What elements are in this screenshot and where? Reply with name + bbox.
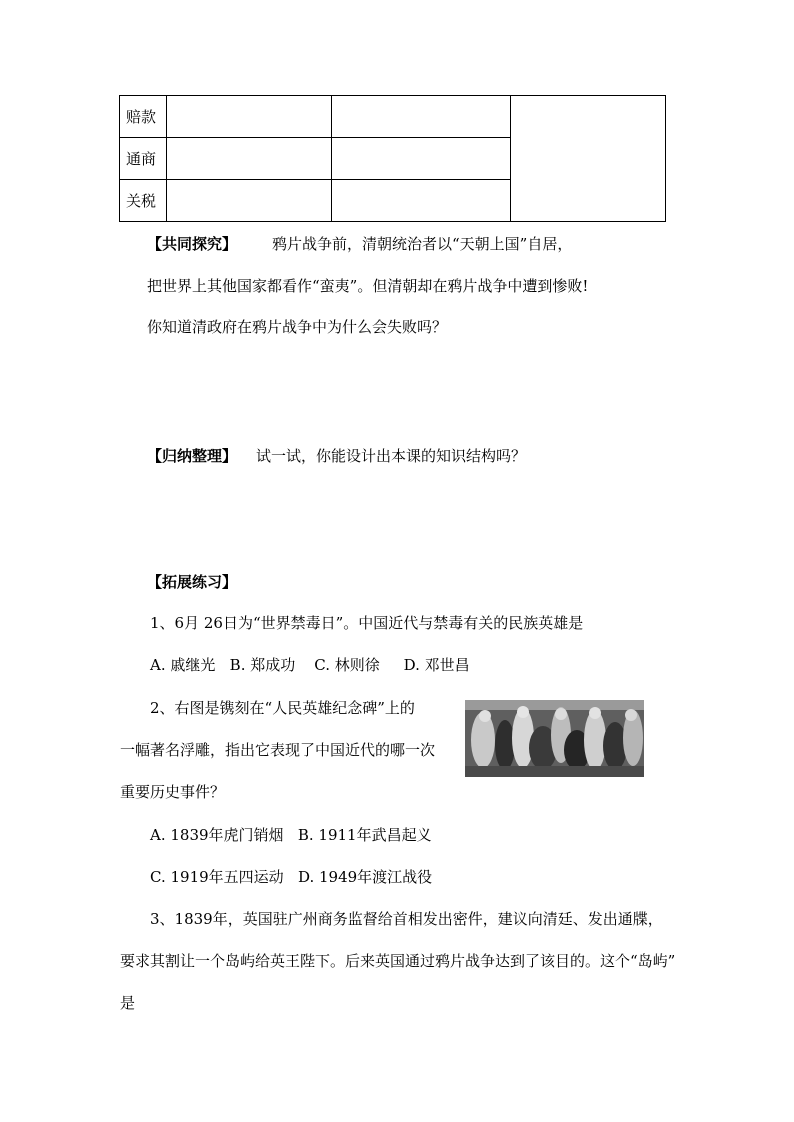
q2-line-2: 一幅著名浮雕，指出它表现了中国近代的哪一次 [120,741,436,759]
summary-text: 试一试，你能设计出本课的知识结构吗？ [256,447,527,465]
table-cell [332,96,511,138]
q2-options-2: C. 1919年五四运动 D. 1949年渡江战役 [150,868,433,886]
summary-heading: 【归纳整理】 [147,447,238,465]
q3-line-3: 是 [120,994,136,1012]
table-cell [332,138,511,180]
relief-sculpture-icon [465,700,644,777]
row-label: 赔款 [120,96,167,138]
table-row [120,96,666,138]
explore-line-1: 鸦片战争前，清朝统治者以“天朝上国”自居， [272,235,573,253]
q2-line-3: 重要历史事件？ [120,783,226,801]
q3-line-1: 3、1839年，英国驻广州商务监督给首相发出密件，建议向清廷、发出通牒， [150,910,663,928]
table-cell [167,138,332,180]
explore-line-2: 把世界上其他国家都看作“蛮夷”。但清朝却在鸦片战争中遭到惨败! [147,277,589,295]
explore-line-3: 你知道清政府在鸦片战争中为什么会失败吗？ [147,318,448,336]
table-cell [167,180,332,222]
table-cell [332,180,511,222]
practice-heading: 【拓展练习】 [147,573,238,591]
explore-heading: 【共同探究】 [147,235,238,253]
q3-line-2: 要求其割让一个岛屿给英王陛下。后来英国通过鸦片战争达到了该目的。这个“岛屿” [120,952,676,970]
q1-options: A. 戚继光 B. 郑成功 C. 林则徐 D. 邓世昌 [150,656,470,674]
q1-stem: 1、6月 26日为“世界禁毒日”。中国近代与禁毒有关的民族英雄是 [150,614,584,632]
row-label: 通商 [120,138,167,180]
treaty-table [119,95,666,222]
relief-sculpture-image [465,700,644,777]
q2-options-1: A. 1839年虎门销烟 B. 1911年武昌起义 [150,826,432,844]
table-cell-merged [511,96,666,222]
row-label: 关税 [120,180,167,222]
table-cell [167,96,332,138]
q2-line-1: 2、右图是镌刻在“人民英雄纪念碑”上的 [150,699,415,717]
